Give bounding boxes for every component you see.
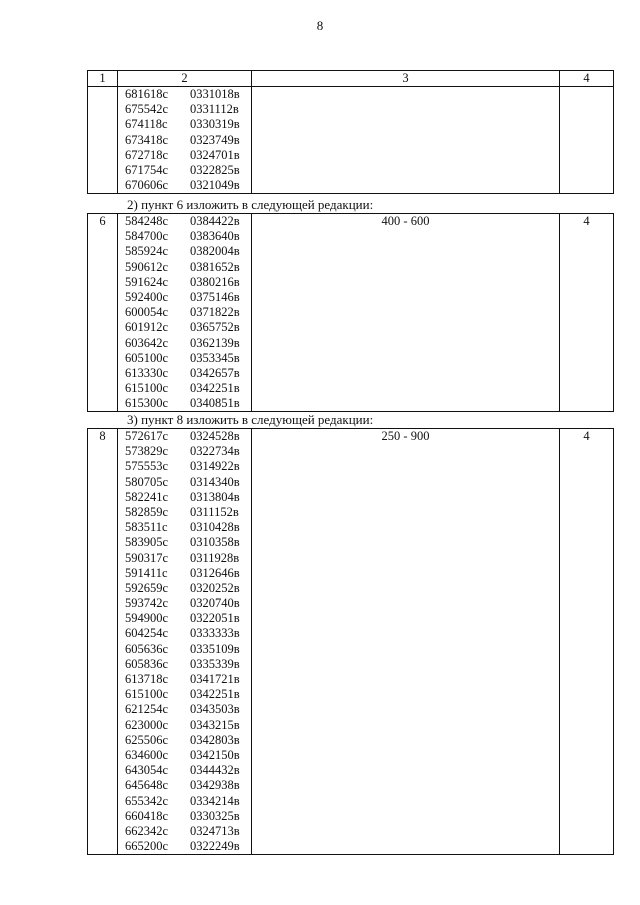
coordinate-pair [125,87,251,102]
latitude-code: 590317с [125,550,169,565]
coordinate-pair [125,611,251,626]
latitude-code: 594900с [125,611,169,626]
latitude-code: 580705с [125,474,169,489]
longitude-code: 0322825в [190,162,240,177]
coordinate-pair [125,566,251,581]
longitude-code: 0322249в [190,839,240,854]
longitude-code: 0342657в [190,365,240,380]
latitude-code: 573829с [125,444,169,459]
coordinate-pair [125,687,251,702]
longitude-code: 0382004в [190,244,240,259]
longitude-code: 0335339в [190,656,240,671]
coordinate-pair [125,305,251,320]
table-continuation [87,70,614,194]
latitude-code: 583905с [125,535,169,550]
longitude-code: 0342938в [190,778,240,793]
latitude-code: 643054с [125,763,169,778]
coordinate-pair [125,672,251,687]
longitude-code: 0365752в [190,320,240,335]
latitude-code: 645648с [125,778,169,793]
coordinate-pair [125,336,251,351]
latitude-code: 615100с [125,687,169,702]
longitude-code: 0342150в [190,747,240,762]
coordinate-pair [125,102,251,117]
longitude-code: 0334214в [190,793,240,808]
latitude-code: 605100с [125,350,169,365]
latitude-code: 593742с [125,596,169,611]
table-row [88,429,613,854]
latitude-code: 670606с [125,178,169,193]
longitude-code: 0342251в [190,381,240,396]
coordinate-pair [125,596,251,611]
latitude-code: 615100с [125,381,169,396]
coordinate-pair [125,551,251,566]
latitude-code: 665200с [125,839,169,854]
coordinate-pair [125,763,251,778]
longitude-code: 0333333в [190,626,240,641]
latitude-code: 603642с [125,335,169,350]
coordinate-pair [125,535,251,550]
latitude-code: 583511с [125,520,168,535]
longitude-code: 0324701в [190,147,240,162]
latitude-code: 605636с [125,641,169,656]
coordinate-pair [125,778,251,793]
coordinate-pair [125,229,251,244]
latitude-code: 590612с [125,259,169,274]
longitude-code: 0310428в [190,520,240,535]
latitude-code: 675542с [125,102,169,117]
latitude-code: 604254с [125,626,169,641]
latitude-code: 592400с [125,289,169,304]
latitude-code: 615300с [125,396,169,411]
longitude-code: 0362139в [190,335,240,350]
latitude-code: 600054с [125,305,169,320]
header-col-1: 1 [88,71,118,86]
latitude-code: 613330с [125,365,169,380]
latitude-code: 582241с [125,489,169,504]
latitude-code: 582859с [125,504,169,519]
coordinate-pair [125,178,251,193]
coordinate-pair [125,657,251,672]
table-row [88,214,613,411]
longitude-code: 0323749в [190,132,240,147]
coordinate-pair [125,133,251,148]
latitude-code: 662342с [125,823,169,838]
coordinate-pair [125,396,251,411]
coordinate-pair [125,733,251,748]
latitude-code: 613718с [125,672,169,686]
latitude-code: 674118с [125,117,168,132]
latitude-code: 575553с [125,459,169,474]
longitude-code: 0331112в [190,102,239,117]
coordinate-pair [125,275,251,290]
longitude-code: 0335109в [190,641,240,656]
longitude-code: 0322734в [190,444,240,459]
longitude-code: 0330325в [190,808,240,823]
latitude-code: 591411с [125,565,168,580]
coordinate-pair [125,381,251,396]
longitude-code: 0344432в [190,763,240,778]
coordinates-cell [118,87,252,193]
coordinate-pair [125,520,251,535]
latitude-code: 584700с [125,229,169,244]
longitude-code: 0342251в [190,687,240,702]
point-number [88,87,118,193]
longitude-code: 0380216в [190,274,240,289]
coordinate-pair [125,824,251,839]
longitude-code: 0341721в [190,672,240,686]
table-point-6 [87,213,614,412]
latitude-code: 672718с [125,147,169,162]
depth-range [252,87,560,193]
column-4-value: 4 [583,429,590,443]
coordinate-pair [125,581,251,596]
coordinate-pair [125,320,251,335]
longitude-code: 0384422в [190,214,240,228]
header-col-3: 3 [252,71,560,86]
longitude-code: 0371822в [190,305,240,320]
longitude-code: 0324713в [190,823,240,838]
point-number: 8 [88,429,118,854]
longitude-code: 0342803в [190,732,240,747]
coordinate-pair [125,642,251,657]
table-point-8 [87,428,614,855]
coordinates-cell [118,429,252,854]
longitude-code: 0330319в [190,117,240,132]
latitude-code: 625506с [125,732,169,747]
longitude-code: 0343503в [190,702,240,717]
point-number: 6 [88,214,118,411]
longitude-code: 0331018в [190,87,240,101]
latitude-code: 584248с [125,214,169,228]
longitude-code: 0321049в [190,178,240,193]
column-4-value [560,87,613,193]
coordinate-pair [125,260,251,275]
latitude-code: 660418с [125,808,169,823]
longitude-code: 0314922в [190,459,240,474]
longitude-code: 0383640в [190,229,240,244]
latitude-code: 673418с [125,132,169,147]
coordinate-pair [125,490,251,505]
latitude-code: 572617с [125,429,169,443]
coordinate-pair [125,429,251,444]
coordinate-pair [125,290,251,305]
depth-range: 400 - 600 [252,214,560,411]
section-caption-point8: 3) пункт 8 изложить в следующей редакции: [127,412,374,427]
longitude-code: 0320740в [190,596,240,611]
coordinate-pair [125,505,251,520]
longitude-code: 0322051в [190,611,240,626]
coordinate-pair [125,626,251,641]
coordinate-pair [125,809,251,824]
latitude-code: 621254с [125,702,169,717]
longitude-code: 0353345в [190,350,240,365]
longitude-code: 0324528в [190,429,240,443]
coordinate-pair [125,214,251,229]
section-caption-point6: 2) пункт 6 изложить в следующей редакции: [127,197,374,212]
coordinate-pair [125,702,251,717]
coordinate-pair [125,748,251,763]
longitude-code: 0343215в [190,717,240,732]
latitude-code: 634600с [125,747,169,762]
longitude-code: 0340851в [190,396,240,411]
latitude-code: 592659с [125,580,169,595]
coordinate-pair [125,117,251,132]
longitude-code: 0311152в [190,504,239,519]
coordinate-pair [125,351,251,366]
longitude-code: 0311928в [190,550,240,565]
latitude-code: 585924с [125,244,169,259]
coordinate-pair [125,718,251,733]
coordinate-pair [125,244,251,259]
longitude-code: 0313804в [190,489,240,504]
coordinate-pair [125,366,251,381]
latitude-code: 605836с [125,656,169,671]
coordinate-pair [125,459,251,474]
coordinate-pair [125,839,251,854]
table-header-row [88,71,613,87]
longitude-code: 0381652в [190,259,240,274]
header-col-2: 2 [118,71,252,86]
depth-range: 250 - 900 [252,429,560,854]
column-4-value: 4 [583,214,590,228]
longitude-code: 0314340в [190,474,240,489]
coordinate-pair [125,148,251,163]
latitude-code: 671754с [125,162,169,177]
latitude-code: 681618с [125,87,169,101]
coordinate-pair [125,163,251,178]
coordinate-pair [125,794,251,809]
longitude-code: 0310358в [190,535,240,550]
longitude-code: 0312646в [190,565,240,580]
table-row [88,87,613,193]
latitude-code: 623000с [125,717,169,732]
coordinate-pair [125,475,251,490]
longitude-code: 0320252в [190,580,240,595]
latitude-code: 601912с [125,320,169,335]
header-col-4: 4 [583,71,590,85]
latitude-code: 655342с [125,793,169,808]
longitude-code: 0375146в [190,289,240,304]
coordinates-cell [118,214,252,411]
latitude-code: 591624с [125,274,169,289]
coordinate-pair [125,444,251,459]
page-number: 8 [316,18,324,33]
